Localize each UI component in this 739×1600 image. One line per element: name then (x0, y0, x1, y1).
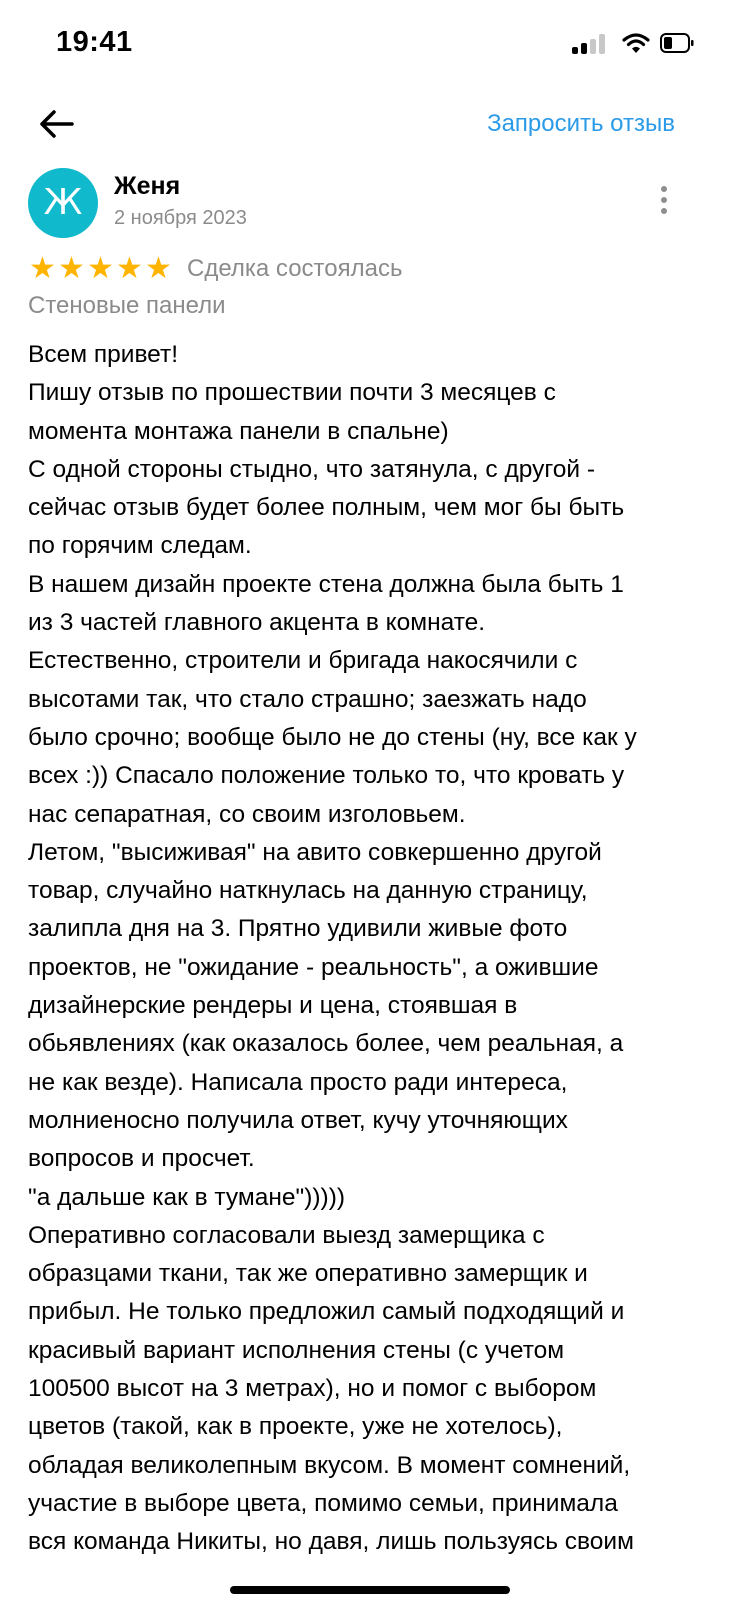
review-category: Стеновые панели (28, 292, 226, 319)
status-time: 19:41 (56, 26, 133, 58)
author-name[interactable]: Женя (114, 172, 181, 200)
status-bar (0, 0, 739, 90)
dot-icon (661, 186, 667, 192)
review-text-line: проектов, не "ожидание - реальность", а ожившие (28, 953, 599, 981)
review-text-line: Всем привет! (28, 341, 179, 368)
review-text-line: не как везде). Написала просто ради интереса, (28, 1068, 568, 1096)
review-text-line: 100500 высот на 3 метрах), но и помог с выбором (28, 1375, 597, 1403)
review-text-line: сейчас отзыв будет более полным, чем мог бы быть (28, 494, 625, 522)
review-text-line: С одной стороны стыдно, что затянула, с другой - (28, 455, 596, 483)
star-icon: ★ (145, 251, 172, 286)
review-text-line: Оперативно согласовали выезд замерщика с (28, 1221, 545, 1249)
star-icon: ★ (29, 251, 56, 286)
review-text-line: по горячим следам. (28, 532, 252, 560)
review-date: 2 ноября 2023 (114, 207, 247, 229)
review-text-line: "а дальше как в тумане"))))) (28, 1183, 346, 1211)
review-text-line: Естественно, строители и бригада накосячили с (28, 647, 578, 675)
star-icon: ★ (58, 251, 85, 286)
cellular-signal-icon (572, 34, 606, 54)
home-indicator (230, 1586, 510, 1594)
review-text-line: всех :)) Спасало положение только то, что кровать у (28, 762, 625, 790)
star-icon: ★ (116, 251, 143, 286)
wifi-icon (622, 32, 650, 54)
deal-status: Сделка состоялась (187, 255, 403, 282)
review-text-line: высотами так, что стало страшно; заезжать надо (28, 685, 587, 713)
review-text-line: залипла дня на 3. Прятно удивили живые фото (28, 915, 568, 943)
review-text-line: момента монтажа панели в спальне) (28, 417, 449, 445)
star-icon: ★ (87, 251, 114, 286)
review-author (28, 168, 718, 238)
back-button[interactable] (36, 104, 76, 144)
review-text-line: красивый вариант исполнения стены (с учетом (28, 1336, 565, 1364)
review-text-line: вопросов и просчет. (28, 1145, 255, 1173)
rating-stars (28, 251, 173, 286)
more-options-button[interactable] (654, 186, 674, 216)
review-text-line: Летом, "высиживая" на авито совкершенно другой (28, 838, 602, 866)
avatar[interactable]: Ж (28, 168, 98, 238)
review-text-line: из 3 частей главного акцента в комнате. (28, 609, 486, 637)
battery-icon (660, 32, 694, 54)
review-text (28, 336, 720, 1562)
review-text-line: участие в выборе цвета, помимо семьи, принимала (28, 1489, 618, 1517)
review-text-line: обьявлениях (как оказалось более, чем реальная, а (28, 1030, 624, 1058)
review-text-line: обладая великолепным вкусом. В момент сомнений, (28, 1451, 631, 1479)
review-text-line: дизайнерские рендеры и цена, стоявшая в (28, 992, 518, 1020)
rating-row (28, 252, 402, 286)
request-review-link[interactable]: Запросить отзыв (487, 110, 675, 137)
review-text-line: прибыл. Не только предложил самый подходящий и (28, 1298, 625, 1326)
arrow-left-icon (36, 104, 76, 144)
dot-icon (661, 197, 667, 203)
review-text-line: цветов (такой, как в проекте, уже не хотелось), (28, 1413, 563, 1441)
review-text-line: вся команда Никиты, но давя, лишь пользуясь своим (28, 1528, 634, 1556)
top-navigation (0, 98, 739, 154)
dot-icon (661, 208, 667, 214)
review-text-line: образцами ткани, так же оперативно замерщик и (28, 1260, 588, 1288)
review-text-line: было срочно; вообще было не до стены (ну, все как у (28, 723, 637, 751)
review-text-line: нас сепаратная, со своим изголовьем. (28, 800, 466, 828)
review-text-line: товар, случайно наткнулась на данную страницу, (28, 877, 588, 905)
review-text-line: Пишу отзыв по прошествии почти 3 месяцев с (28, 379, 556, 407)
review-text-line: В нашем дизайн проекте стена должна была быть 1 (28, 570, 624, 598)
review-text-line: молниеносно получила ответ, кучу уточняющих (28, 1106, 568, 1134)
